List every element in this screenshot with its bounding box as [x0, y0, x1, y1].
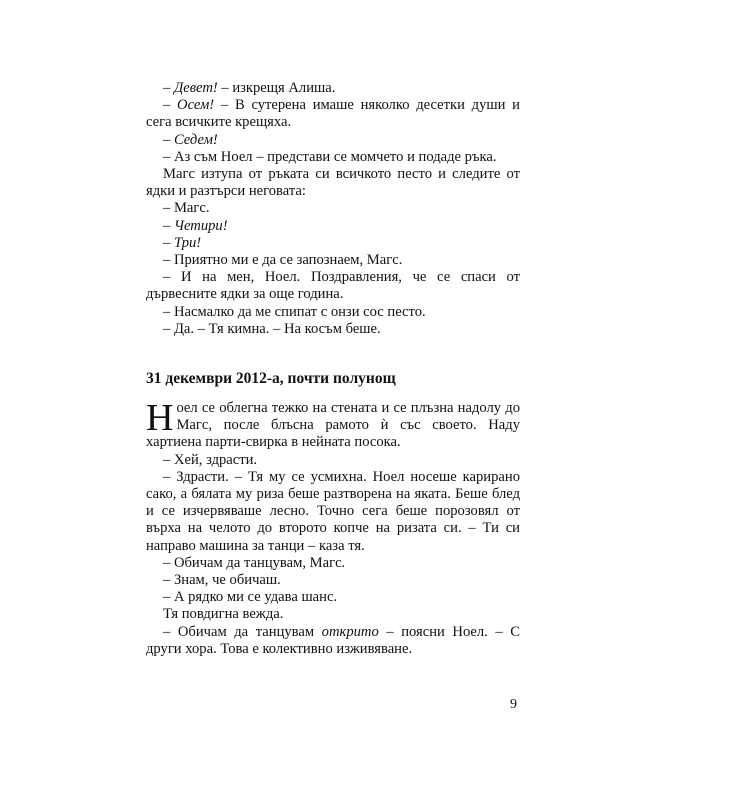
paragraph [146, 624, 520, 658]
paragraph-text: – [163, 97, 178, 114]
paragraph-text: – [163, 131, 174, 148]
paragraph-text: – [163, 217, 174, 234]
italic-text: открито [321, 623, 379, 640]
paragraph-text: – Обичам да танцувам [163, 623, 322, 640]
paragraph-text: – Аз съм Ноел – представи се момчето и подаде ръка. [163, 148, 497, 165]
paragraph [146, 166, 520, 200]
paragraph [146, 80, 520, 97]
paragraph [146, 452, 520, 469]
chapter-heading: 31 декември 2012-а, почти полунощ [146, 370, 396, 387]
page-number: 9 [510, 697, 517, 712]
paragraph [146, 235, 520, 252]
italic-text: Четири! [173, 217, 228, 234]
paragraph [146, 218, 520, 235]
italic-text: Осем! [177, 97, 215, 114]
paragraph [146, 97, 520, 131]
paragraph [146, 149, 520, 166]
paragraph [146, 304, 520, 321]
paragraph-text: – В сутерена имаше няколко десетки души и сега всичките крещяха. [146, 97, 520, 131]
paragraph-text: – Насмалко да ме спипат с онзи сос песто. [163, 303, 426, 320]
italic-text: Девет! [173, 80, 218, 96]
paragraph [146, 572, 520, 589]
drop-cap: Н [146, 397, 174, 439]
paragraph [146, 321, 520, 338]
paragraph-text: Тя повдигна вежда. [163, 606, 284, 623]
paragraph-text: – Магс. [163, 200, 210, 217]
paragraph [146, 132, 520, 149]
paragraph [146, 252, 520, 269]
paragraph-text: – Да. – Тя кимна. – На косъм беше. [163, 320, 381, 337]
paragraph [146, 589, 520, 606]
paragraph-text: – изкрещя Алиша. [217, 80, 336, 96]
italic-text: Три! [173, 234, 202, 251]
paragraph [146, 606, 520, 623]
paragraph-text: – Приятно ми е да се запознаем, Магс. [163, 252, 403, 269]
paragraph [146, 200, 520, 217]
scene-one-text [146, 80, 520, 338]
paragraph-text: – Обичам да танцувам, Магс. [163, 554, 346, 571]
italic-text: Седем! [173, 131, 218, 148]
paragraph-text: Магс изтупа от ръката си всичкото песто и следите от ядки и разтърси неговата: [146, 166, 520, 200]
opening-paragraph [146, 397, 520, 452]
scene-two-text [146, 397, 520, 658]
paragraph-text: – Хей, здрасти. [163, 451, 258, 468]
paragraph-text: – А рядко ми се удава шанс. [163, 589, 338, 606]
paragraph-text: – И на мен, Ноел. Поздравления, че се спаси от дървесните ядки за още година. [146, 269, 520, 303]
opening-text: оел се облегна тежко на стената и се плъзна надолу до Магс, после блъсна рамото ѝ със своето. Наду хартиена парти-свирка в нейната посока. [146, 400, 520, 451]
paragraph [146, 555, 520, 572]
paragraph-text: – Здрасти. – Тя му се усмихна. Ноел носеше карирано сако, а бялата му риза беше разтворена на яката. Беше блед и се изчервяваше лесно. Точно сега беше порозовял от върха на челото до второто копче на ризата си. – Ти си направо машина за танци – каза тя. [146, 468, 520, 554]
paragraph-text: – [163, 234, 174, 251]
paragraph-text: – [163, 80, 174, 96]
paragraph-text: – поясни Ноел. – С други хора. Това е колективно изживяване. [146, 623, 520, 657]
paragraph [146, 269, 520, 303]
scene-two-dialogue [146, 452, 520, 658]
paragraph-text: – Знам, че обичаш. [163, 572, 281, 589]
paragraph [146, 469, 520, 555]
